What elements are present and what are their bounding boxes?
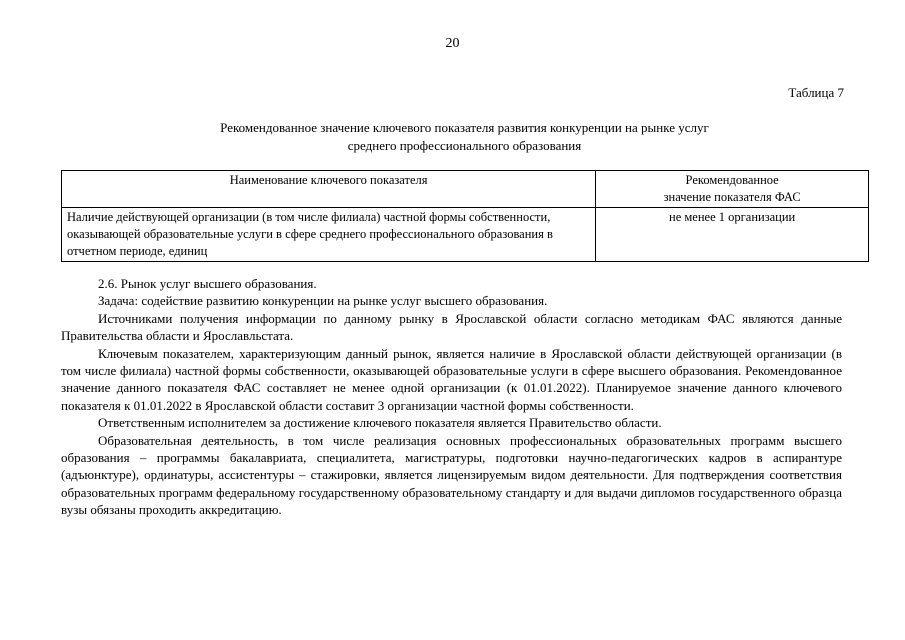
header-recommended-value-line-1: Рекомендованное	[685, 173, 779, 187]
paragraph-responsible: Ответственным исполнителем за достижение ключевого показателя является Правительство области.	[98, 415, 662, 431]
value-cell: не менее 1 организации	[596, 208, 869, 262]
table-title	[60, 119, 869, 155]
paragraph-sources: Источниками получения информации по данному рынку в Ярославской области согласно методикам ФАС являются данные Правительства области и Ярославльстата.	[61, 310, 842, 344]
paragraph-key-indicator: Ключевым показателем, характеризующим данный рынок, является наличие в Ярославской области действующей организации (в том числе филиала) частной формы собственности, оказывающей образовательные услуги в сфере высшего образования. Рекомендованное значение данного показателя ФАС составляет не менее одной организации (к 01.01.2022). Планируемое значение данного ключевого показателя к 01.01.2022 в Ярославской области составит 3 организации частной формы собственности.	[61, 345, 842, 413]
table-row	[62, 208, 869, 262]
paragraph-task: Задача: содействие развитию конкуренции на рынке услуг высшего образования.	[98, 293, 548, 309]
table-title-line-1: Рекомендованное значение ключевого показателя развития конкуренции на рынке услуг	[220, 120, 709, 135]
section-heading: 2.6. Рынок услуг высшего образования.	[98, 276, 317, 291]
body-text	[61, 275, 842, 519]
indicator-cell: Наличие действующей организации (в том числе филиала) частной формы собственности, оказывающей образовательные услуги в сфере среднего профессионального образования в отчетном периоде, единиц	[62, 208, 596, 262]
table-title-line-2: среднего профессионального образования	[347, 138, 582, 153]
table-label: Таблица 7	[788, 85, 844, 100]
kpi-table	[61, 170, 869, 262]
paragraph-licensing: Образовательная деятельность, в том числе реализация основных профессиональных образовательных программ высшего образования – программы бакалавриата, специалитета, магистратуры, подготовки научно-педагогических кадров в аспирантуре (адъюнктуре), ординатуры, ассистентуры – стажировки, является лицензируемым видом деятельности. Для подтверждения соответствия образовательных программ федеральному государственному образовательному стандарту и для выдачи дипломов государственного образца вузы обязаны проходить аккредитацию.	[61, 432, 842, 518]
header-indicator-name: Наименование ключевого показателя	[62, 171, 596, 208]
header-recommended-value-line-2: значение показателя ФАС	[663, 190, 801, 204]
header-recommended-value	[596, 171, 869, 208]
page-number: 20	[445, 36, 460, 51]
table-header-row	[62, 171, 869, 208]
